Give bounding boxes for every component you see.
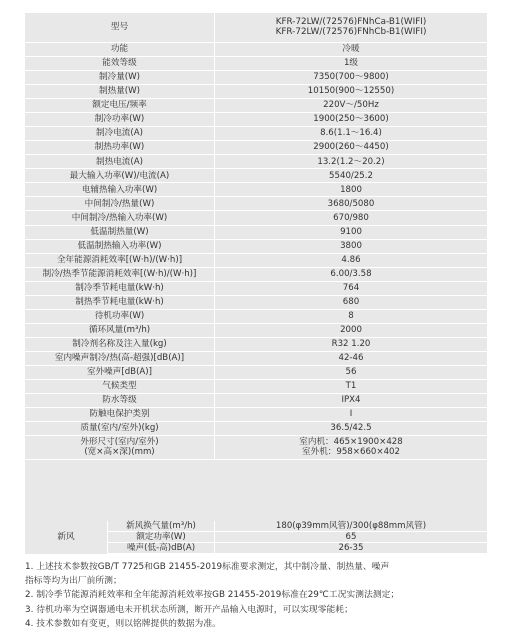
row-label: 额定电压/频率 bbox=[92, 100, 147, 111]
fresh-air-row-value: 180(φ39mm风管)/300(φ88mm风管) bbox=[275, 520, 427, 531]
spec-table bbox=[25, 13, 487, 554]
row-label: 电辅热输入功率(W) bbox=[81, 184, 158, 195]
fresh-air-row bbox=[108, 521, 487, 532]
row-value: 9100 bbox=[340, 226, 362, 237]
table-row bbox=[25, 394, 487, 408]
table-row bbox=[25, 57, 487, 71]
table-row bbox=[25, 268, 487, 282]
row-label: 室外噪声[dB(A)] bbox=[86, 367, 152, 378]
note-line: 3. 待机功率为空调器通电未开机状态所测，断开产品输入电源时，可以实现零能耗； bbox=[25, 604, 353, 615]
row-value: 36.5/42.5 bbox=[330, 423, 372, 434]
row-value: 13.2(1.2～20.2) bbox=[317, 156, 385, 167]
row-label: 制冷电流(A) bbox=[96, 128, 143, 139]
table-row bbox=[25, 366, 487, 380]
row-label: 中间制冷/热量(W) bbox=[84, 198, 155, 209]
table-row bbox=[25, 183, 487, 197]
table-row bbox=[25, 155, 487, 169]
table-row bbox=[25, 282, 487, 296]
row-value: 2000 bbox=[340, 325, 362, 335]
table-row bbox=[25, 127, 487, 141]
fresh-air-row-label: 额定功率(W) bbox=[136, 531, 186, 542]
row-label: 质量(室内/室外)(kg) bbox=[80, 423, 159, 434]
table-row bbox=[25, 254, 487, 268]
row-label: 制热功率(W) bbox=[94, 142, 145, 153]
fresh-air-row-value: 26-35 bbox=[338, 542, 364, 553]
row-label: 最大输入功率(W)/电流(A) bbox=[69, 170, 170, 181]
row-value: 8.6(1.1～16.4) bbox=[320, 128, 382, 139]
fresh-air-row-label: 噪声(低-高)dB(A) bbox=[126, 542, 196, 553]
table-row bbox=[25, 422, 487, 436]
note-line: 1. 上述技术参数按GB/T 7725和GB 21455-2019标准要求测定，其中制冷量、制热量、噪声 bbox=[25, 562, 390, 572]
row-value: 764 bbox=[342, 282, 360, 293]
row-label: 制冷季节耗电量(kW·h) bbox=[75, 282, 164, 293]
note-line: 4. 技术参数如有变更，则以铭牌提供的数据为准。 bbox=[25, 618, 221, 629]
row-value: 56 bbox=[345, 367, 357, 378]
row-label: 中间制冷/热输入功率(W) bbox=[71, 212, 168, 223]
row-label: 制热量(W) bbox=[99, 86, 140, 97]
fresh-air-row-value: 65 bbox=[345, 531, 357, 542]
row-value: 1800 bbox=[340, 184, 362, 195]
row-value: 6.00/3.58 bbox=[330, 268, 372, 279]
row-label: 气候类型 bbox=[102, 381, 137, 392]
row-value: 3680/5080 bbox=[327, 198, 375, 209]
row-label: 循环风量(m³/h) bbox=[88, 325, 151, 335]
table-row bbox=[25, 352, 487, 366]
row-value: 5540/25.2 bbox=[329, 170, 373, 181]
dimensions-value-line: 室内机：465×1900×428 bbox=[299, 437, 403, 448]
model-values bbox=[215, 13, 487, 43]
row-value: 220V～/50Hz bbox=[323, 100, 379, 111]
row-value: 10150(900～12550) bbox=[307, 86, 395, 97]
row-value: T1 bbox=[345, 381, 357, 392]
table-row bbox=[25, 226, 487, 240]
row-value: 3800 bbox=[340, 240, 362, 251]
row-label: 室内噪声制冷/热(高-超强)[dB(A)] bbox=[54, 353, 185, 364]
row-value: 7350(700～9800) bbox=[313, 72, 389, 83]
row-label: 防触电保护类别 bbox=[89, 409, 150, 420]
model-value-line: KFR-72LW/(72576)FNhCb-B1(WIFI) bbox=[275, 27, 427, 37]
row-value: 670/980 bbox=[333, 212, 369, 223]
row-label: 制冷/热季节能源消耗效率[(W·h)/(W·h)] bbox=[42, 268, 197, 279]
notes bbox=[25, 560, 495, 631]
dimensions-row bbox=[25, 436, 487, 460]
table-row bbox=[25, 141, 487, 155]
fresh-air-group-label: 新风 bbox=[57, 531, 75, 542]
table-header-row bbox=[25, 13, 487, 43]
table-row bbox=[25, 296, 487, 310]
table-row bbox=[25, 43, 487, 57]
model-value-line: KFR-72LW/(72576)FNhCa-B1(WIFI) bbox=[275, 17, 427, 28]
row-label: 制冷功率(W) bbox=[94, 114, 145, 125]
table-row bbox=[25, 169, 487, 183]
dimensions-value-line: 室外机：958×660×402 bbox=[302, 447, 400, 458]
row-value: 42-46 bbox=[338, 353, 364, 364]
row-label: 防水等级 bbox=[102, 395, 137, 406]
row-label: 制热季节耗电量(kW·h) bbox=[75, 296, 164, 307]
table-row bbox=[25, 99, 487, 113]
table-row bbox=[25, 324, 487, 338]
row-label: 低温制热量(W) bbox=[90, 226, 149, 237]
row-label: 低温制热输入功率(W) bbox=[77, 240, 162, 251]
table-row bbox=[25, 85, 487, 99]
row-label: 制冷量(W) bbox=[99, 72, 140, 83]
table-row bbox=[25, 211, 487, 225]
row-label: 制冷剂名称及注入量(kg) bbox=[72, 339, 167, 350]
row-value: R32 1.20 bbox=[331, 339, 371, 350]
table-row bbox=[25, 380, 487, 394]
note-line: 指标等均为出厂前所测； bbox=[25, 576, 122, 587]
table-row bbox=[25, 338, 487, 352]
row-value: I bbox=[349, 409, 353, 420]
row-value: 冷暖 bbox=[342, 44, 360, 55]
row-value: 8 bbox=[348, 310, 354, 321]
table-row bbox=[25, 408, 487, 422]
table-row bbox=[25, 113, 487, 127]
dimensions-value bbox=[215, 436, 487, 460]
row-value: 2900(260～4450) bbox=[313, 142, 389, 153]
table-row bbox=[25, 71, 487, 85]
row-label: 制热电流(A) bbox=[96, 156, 143, 167]
row-label: 功能 bbox=[110, 44, 129, 55]
row-value: 1级 bbox=[343, 58, 359, 69]
dimensions-label-line: (宽×高×深)(mm) bbox=[84, 447, 155, 458]
table-row bbox=[25, 240, 487, 254]
model-label: 型号 bbox=[110, 22, 129, 33]
row-label: 全年能源消耗效率[(W·h)/(W·h)] bbox=[56, 254, 183, 265]
row-value: 680 bbox=[342, 296, 360, 307]
fresh-air-row bbox=[108, 543, 487, 554]
fresh-air-row-label: 新风换气量(m³/h) bbox=[126, 520, 196, 531]
dimensions-label bbox=[25, 436, 214, 460]
row-label: 待机功率(W) bbox=[94, 310, 145, 321]
table-row bbox=[25, 197, 487, 211]
table-row bbox=[25, 310, 487, 324]
row-label: 能效等级 bbox=[102, 58, 137, 69]
fresh-air-row bbox=[108, 532, 487, 543]
note-line: 2. 制冷季节能源消耗效率和全年能源消耗效率按GB 21455-2019标准在29℃工况实测法测定； bbox=[25, 590, 400, 601]
dimensions-label-line: 外形尺寸(室内/室外) bbox=[80, 437, 159, 448]
fresh-air-group bbox=[25, 521, 107, 554]
row-value: IPX4 bbox=[341, 395, 361, 406]
row-value: 4.86 bbox=[341, 254, 361, 265]
row-value: 1900(250～3600) bbox=[313, 114, 389, 125]
